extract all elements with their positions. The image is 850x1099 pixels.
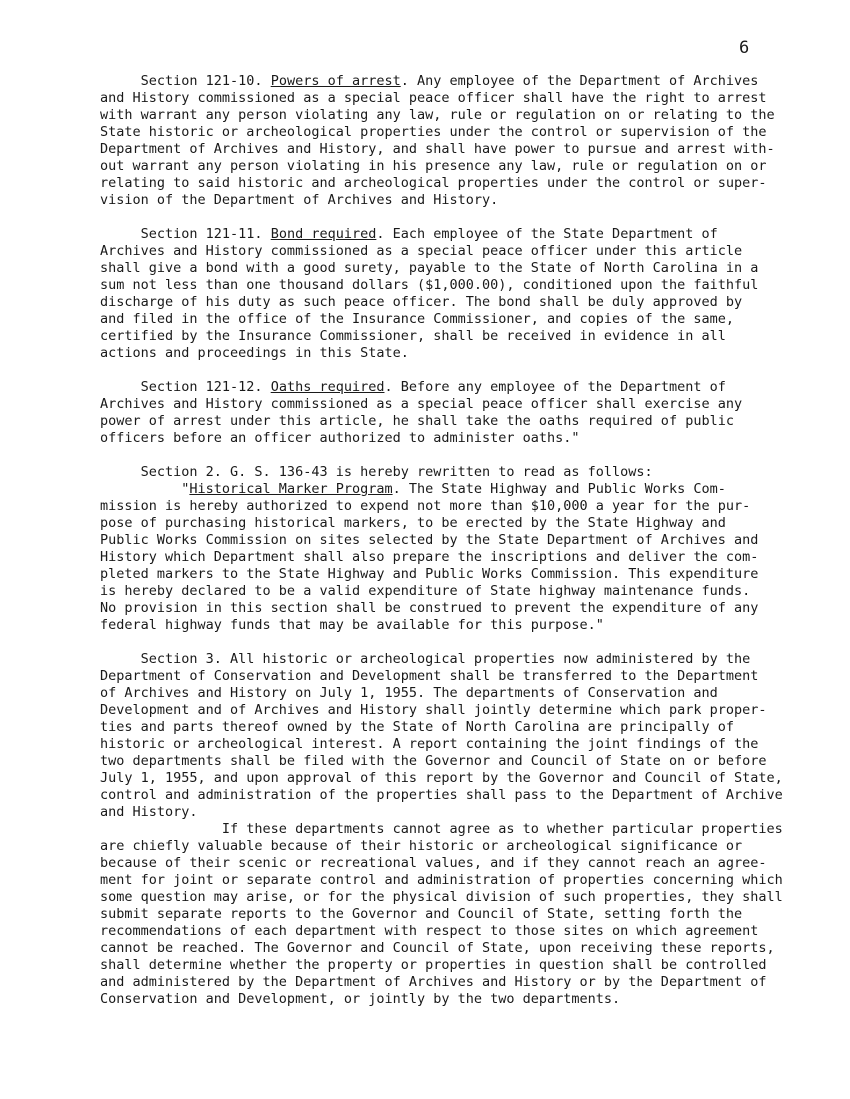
- text-run: of Archives and History on July 1, 1955. The departments of Conservation and: [100, 685, 718, 701]
- text-run: July 1, 1955, and upon approval of this report by the Governor and Council of State,: [100, 770, 783, 786]
- text-line: [100, 685, 790, 702]
- text-line: [100, 532, 790, 549]
- text-line: [100, 107, 790, 124]
- text-run: because of their scenic or recreational values, and if they cannot reach an agree-: [100, 855, 767, 871]
- text-line: [100, 702, 790, 719]
- text-line: [100, 753, 790, 770]
- text-line: [100, 192, 790, 209]
- section-heading: Bond required: [270, 226, 377, 242]
- text-run: . Any employee of the Department of Archives: [400, 73, 759, 89]
- text-line: [100, 923, 790, 940]
- text-run: ": [100, 481, 190, 497]
- text-run: out warrant any person violating in his presence any law, rule or regulation on or: [100, 158, 767, 174]
- text-line: [100, 345, 790, 362]
- section-heading: Powers of arrest: [270, 73, 401, 89]
- text-line: [100, 668, 790, 685]
- text-line: [100, 787, 790, 804]
- text-run: Archives and History commissioned as a special peace officer shall exercise any: [100, 396, 743, 412]
- text-run: State historic or archeological properties under the control or supervision of the: [100, 124, 767, 140]
- text-line: [100, 311, 790, 328]
- text-run: Section 3. All historic or archeological properties now administered by the: [100, 651, 751, 667]
- text-run: discharge of his duty as such peace officer. The bond shall be duly approved by: [100, 294, 743, 310]
- text-line: [100, 719, 790, 736]
- text-run: Conservation and Development, or jointly by the two departments.: [100, 991, 621, 1007]
- text-run: certified by the Insurance Commissioner, shall be received in evidence in all: [100, 328, 726, 344]
- text-line: [100, 175, 790, 192]
- text-run: Public Works Commission on sites selected by the State Department of Archives and: [100, 532, 759, 548]
- text-run: cannot be reached. The Governor and Council of State, upon receiving these reports,: [100, 940, 775, 956]
- text-line: [100, 277, 790, 294]
- text-line: [100, 481, 790, 498]
- text-line: [100, 464, 790, 481]
- text-line: [100, 821, 790, 838]
- text-run: pleted markers to the State Highway and Public Works Commission. This expenditure: [100, 566, 759, 582]
- text-run: Department of Archives and History, and shall have power to pursue and arrest with-: [100, 141, 775, 157]
- text-line: [100, 90, 790, 107]
- text-line: [100, 617, 790, 634]
- document-body: [100, 73, 790, 1025]
- paragraph-section-121-11: [100, 226, 790, 362]
- text-line: [100, 770, 790, 787]
- text-run: some question may arise, or for the physical division of such properties, they shall: [100, 889, 783, 905]
- text-run: . Each employee of the State Department of: [376, 226, 718, 242]
- section-heading: Historical Marker Program: [189, 481, 393, 497]
- text-run: recommendations of each department with respect to those sites on which agreement: [100, 923, 759, 939]
- section-heading: Oaths required: [270, 379, 385, 395]
- text-line: [100, 872, 790, 889]
- text-line: [100, 141, 790, 158]
- text-line: [100, 549, 790, 566]
- text-line: [100, 838, 790, 855]
- text-line: [100, 889, 790, 906]
- text-run: officers before an officer authorized to administer oaths.": [100, 430, 580, 446]
- text-run: control and administration of the properties shall pass to the Department of Archive: [100, 787, 783, 803]
- text-line: [100, 243, 790, 260]
- text-run: with warrant any person violating any law, rule or regulation on or relating to the: [100, 107, 775, 123]
- text-line: [100, 600, 790, 617]
- text-run: pose of purchasing historical markers, to be erected by the State Highway and: [100, 515, 726, 531]
- text-run: . The State Highway and Public Works Com-: [392, 481, 726, 497]
- text-line: [100, 260, 790, 277]
- text-line: [100, 583, 790, 600]
- paragraph-section-3-continued: [100, 821, 790, 1008]
- text-line: [100, 124, 790, 141]
- text-line: [100, 515, 790, 532]
- paragraph-section-2: [100, 464, 790, 634]
- text-line: [100, 328, 790, 345]
- text-run: actions and proceedings in this State.: [100, 345, 409, 361]
- text-line: [100, 294, 790, 311]
- text-run: sum not less than one thousand dollars ($1,000.00), conditioned upon the faithful: [100, 277, 759, 293]
- text-run: Section 2. G. S. 136-43 is hereby rewritten to read as follows:: [100, 464, 653, 480]
- text-run: submit separate reports to the Governor and Council of State, setting forth the: [100, 906, 743, 922]
- page-number: 6: [739, 38, 750, 58]
- text-line: [100, 906, 790, 923]
- paragraph-section-121-12: [100, 379, 790, 447]
- text-run: Section 121-11.: [100, 226, 271, 242]
- text-run: . Before any employee of the Department of: [384, 379, 726, 395]
- text-line: [100, 940, 790, 957]
- text-line: [100, 498, 790, 515]
- text-line: [100, 957, 790, 974]
- text-run: If these departments cannot agree as to whether particular properties: [100, 821, 783, 837]
- text-run: mission is hereby authorized to expend not more than $10,000 a year for the pur-: [100, 498, 751, 514]
- text-run: are chiefly valuable because of their historic or archeological significance or: [100, 838, 743, 854]
- paragraph-section-121-10: [100, 73, 790, 209]
- text-run: and filed in the office of the Insurance Commissioner, and copies of the same,: [100, 311, 734, 327]
- text-line: [100, 158, 790, 175]
- text-line: [100, 804, 790, 821]
- text-line: [100, 974, 790, 991]
- text-run: historic or archeological interest. A report containing the joint findings of the: [100, 736, 759, 752]
- text-run: and History.: [100, 804, 198, 820]
- text-run: ment for joint or separate control and administration of properties concerning which: [100, 872, 783, 888]
- text-line: [100, 566, 790, 583]
- text-run: Section 121-10.: [100, 73, 271, 89]
- text-run: power of arrest under this article, he shall take the oaths required of public: [100, 413, 734, 429]
- text-line: [100, 651, 790, 668]
- text-run: Section 121-12.: [100, 379, 271, 395]
- text-run: shall determine whether the property or properties in question shall be controlled: [100, 957, 767, 973]
- text-run: is hereby declared to be a valid expenditure of State highway maintenance funds.: [100, 583, 751, 599]
- text-run: relating to said historic and archeological properties under the control or super-: [100, 175, 767, 191]
- text-line: [100, 396, 790, 413]
- text-run: and administered by the Department of Archives and History or by the Department of: [100, 974, 767, 990]
- text-line: [100, 413, 790, 430]
- text-line: [100, 73, 790, 90]
- text-line: [100, 736, 790, 753]
- text-line: [100, 855, 790, 872]
- text-run: vision of the Department of Archives and History.: [100, 192, 499, 208]
- text-run: No provision in this section shall be construed to prevent the expenditure of any: [100, 600, 759, 616]
- text-run: two departments shall be filed with the Governor and Council of State on or before: [100, 753, 767, 769]
- text-line: [100, 430, 790, 447]
- text-run: Development and of Archives and History shall jointly determine which park proper-: [100, 702, 767, 718]
- text-run: and History commissioned as a special peace officer shall have the right to arrest: [100, 90, 767, 106]
- text-line: [100, 991, 790, 1008]
- text-run: federal highway funds that may be available for this purpose.": [100, 617, 604, 633]
- text-run: Department of Conservation and Development shall be transferred to the Department: [100, 668, 759, 684]
- text-line: [100, 379, 790, 396]
- text-run: Archives and History commissioned as a special peace officer under this article: [100, 243, 743, 259]
- paragraph-section-3: [100, 651, 790, 821]
- text-line: [100, 226, 790, 243]
- text-run: ties and parts thereof owned by the State of North Carolina are principally of: [100, 719, 734, 735]
- text-run: shall give a bond with a good surety, payable to the State of North Carolina in a: [100, 260, 759, 276]
- text-run: History which Department shall also prepare the inscriptions and deliver the com-: [100, 549, 759, 565]
